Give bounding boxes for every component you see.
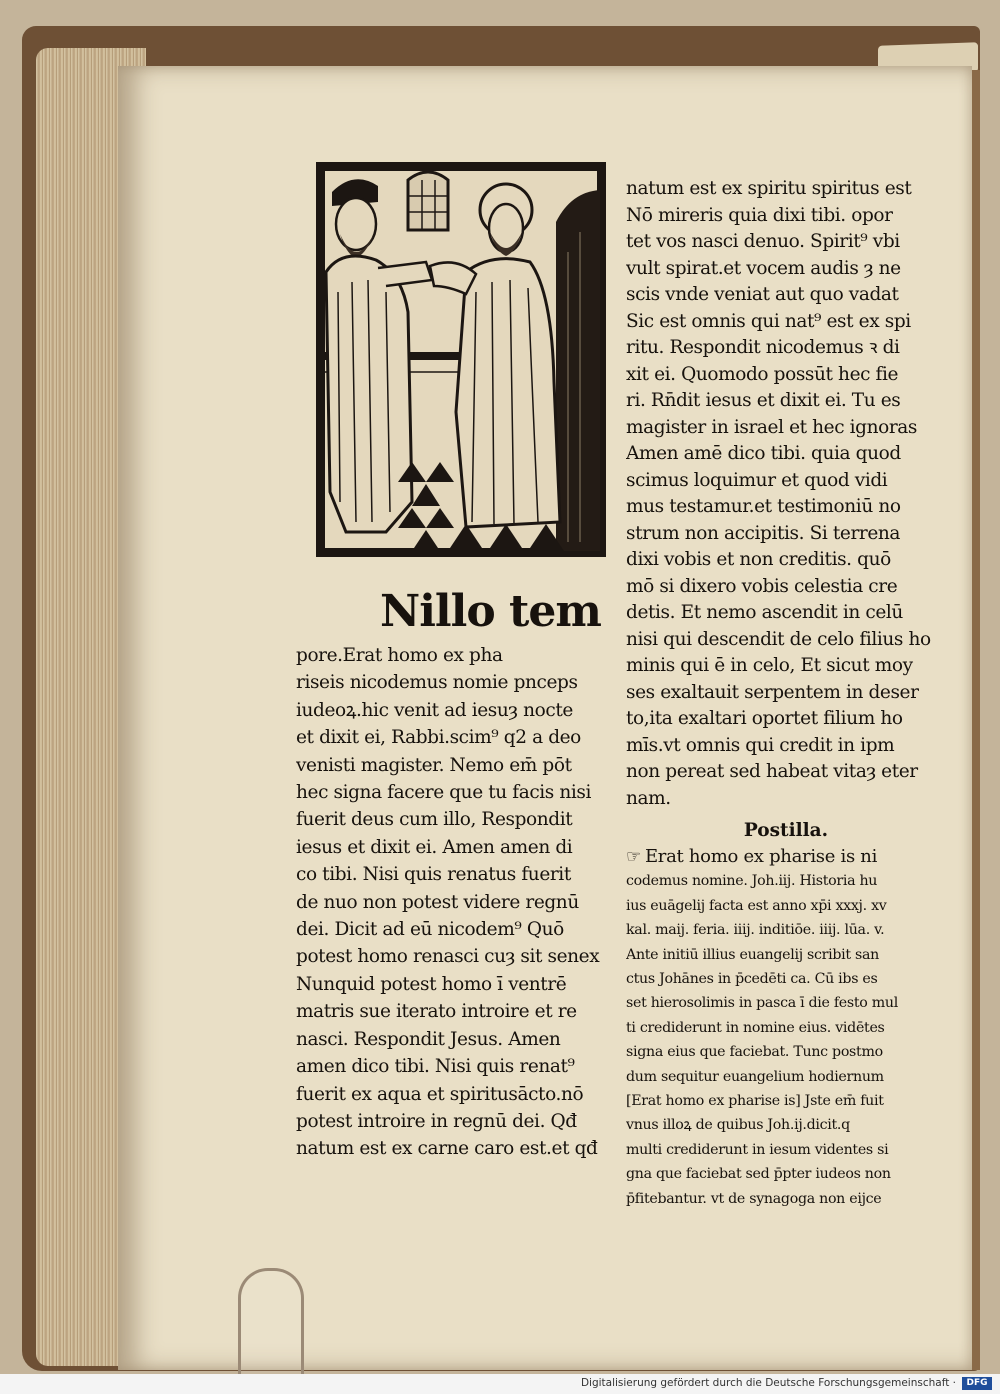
text-line: ses exaltauit serpentem in deser: [626, 681, 919, 703]
text-line: multi crediderunt in iesum videntes si: [626, 1141, 889, 1158]
text-line: vnus illoꝝ de quibus Joh.ij.dicit.q: [626, 1117, 850, 1134]
text-line: amen dico tibi. Nisi quis renat⁹: [296, 1056, 575, 1078]
text-line: scimus loquimur et quod vidi: [626, 469, 888, 491]
text-line: non pereat sed habeat vitaȝ eter: [626, 761, 918, 782]
text-line: Nō mireris quia dixi tibi. opor: [626, 204, 893, 226]
text-line: nasci. Respondit Jesus. Amen: [296, 1028, 561, 1050]
text-line: ritu. Respondit nicodemus ꝛ di: [626, 337, 900, 358]
text-line: nam.: [626, 787, 671, 809]
page-clip: [238, 1268, 304, 1381]
text-line: co tibi. Nisi quis renatus fuerit: [296, 864, 571, 886]
left-column: [296, 588, 606, 1163]
footer-bar: [0, 1374, 1000, 1394]
text-line: signa eius que faciebat. Tunc postmo: [626, 1044, 883, 1061]
text-line: minis qui ē in celo, Et sicut moy: [626, 655, 913, 676]
text-line: mō si dixero vobis celestia cre: [626, 575, 898, 597]
text-line: venisti magister. Nemo em̄ pōt: [296, 754, 572, 776]
woodcut-illustration: [316, 162, 606, 557]
postilla-commentary: [626, 845, 946, 1211]
text-line: tet vos nasci denuo. Spirit⁹ vbi: [626, 231, 900, 252]
binding-strip: [972, 70, 980, 1370]
text-line: potest introire in regnū dei. Qđ: [296, 1110, 577, 1132]
text-line: ctus Johānes in p̄cedēti ca. Cū ibs es: [626, 971, 878, 988]
text-line: ri. Rn̄dit iesus et dixit ei. Tu es: [626, 390, 901, 411]
text-line: vult spirat.et vocem audis ȝ ne: [626, 257, 901, 279]
text-line: ius euāgelij facta est anno xp̄i xxxj. xv: [626, 897, 887, 914]
text-line: mīs.vt omnis qui credit in ipm: [626, 734, 895, 756]
text-line: de nuo non potest videre regnū: [296, 891, 579, 913]
text-line: detis. Et nemo ascendit in celū: [626, 602, 903, 623]
text-line: magister in israel et hec ignoras: [626, 416, 918, 438]
text-line: dum sequitur euangelium hodiernum: [626, 1068, 884, 1085]
text-line: fuerit deus cum illo, Respondit: [296, 809, 573, 831]
text-line: fuerit ex aqua et spiritusācto.nō: [296, 1083, 584, 1105]
text-line: natum est ex carne caro est.et qđ: [296, 1138, 598, 1160]
initial-heading: Nillo tem: [380, 586, 601, 637]
text-line: [626, 845, 946, 869]
text-line: to,ita exaltari oportet filium ho: [626, 708, 903, 729]
dfg-logo: DFG: [962, 1377, 992, 1390]
text-line: nisi qui descendit de celo filius ho: [626, 628, 931, 650]
text-line: iesus et dixit ei. Amen amen di: [296, 836, 573, 858]
text-line: gna que faciebat sed p̄pter iudeos non: [626, 1166, 891, 1183]
text-line: Amen amē dico tibi. quia quod: [626, 443, 901, 464]
text-line: Ante initiū illius euangelij scribit san: [626, 946, 880, 963]
text-line: set hierosolimis in pascа ī die festo mul: [626, 995, 898, 1012]
text-line: [Erat homo ex pharise is] Jste em̄ fuit: [626, 1093, 884, 1110]
text-line: potest homo renasci cuȝ sit senex: [296, 946, 600, 968]
text-line: matris sue iterato introire et re: [296, 1001, 577, 1023]
text-line: pore.Erat homo ex pha: [296, 645, 503, 666]
text-line: Sic est omnis qui nat⁹ est ex spi: [626, 310, 911, 332]
text-line: scis vnde veniat aut quo vadat: [626, 284, 899, 305]
text-line: kal. maij. feria. iiij. inditiōe. iiij. lūa. v.: [626, 922, 885, 939]
text-line: strum non accipitis. Si terrena: [626, 522, 901, 544]
text-line: xit ei. Quomodo possūt hec fie: [626, 363, 899, 385]
text-line: ti crediderunt in nomine eius. vidētes: [626, 1019, 885, 1036]
funding-credit: Digitalisierung gefördert durch die Deutsche Forschungsgemeinschaft ·: [580, 1377, 956, 1389]
gospel-text: [626, 176, 946, 812]
text-line: dei. Dicit ad eū nicodem⁹ Quō: [296, 919, 564, 941]
text-line: Nunquid potest homo ī ventrē: [296, 973, 567, 995]
text-line: hec signa facere que tu facis nisi: [296, 782, 592, 804]
text-line: natum est ex spiritu spiritus est: [626, 178, 912, 199]
text-line: iudeoꝝ.hic venit ad iesuȝ nocte: [296, 699, 573, 721]
pointing-hand-icon: ☞: [626, 847, 641, 867]
text-line: mus testamur.et testimoniū no: [626, 496, 901, 517]
postilla-first-line: Erat homo ex pharise is ni: [644, 846, 878, 867]
postilla-heading: Postilla.: [743, 820, 829, 841]
right-column: [626, 176, 946, 1211]
text-line: dixi vobis et non creditis. quō: [626, 549, 891, 570]
text-line: codemus nomine. Joh.iij. Historia hu: [626, 873, 878, 890]
text-line: p̄fitebantur. vt de synagoga non eijce: [626, 1190, 882, 1207]
text-line: riseis nicodemus nomie pnceps: [296, 672, 578, 694]
text-line: et dixit ei, Rabbi.scim⁹ q2 a deo: [296, 727, 581, 749]
